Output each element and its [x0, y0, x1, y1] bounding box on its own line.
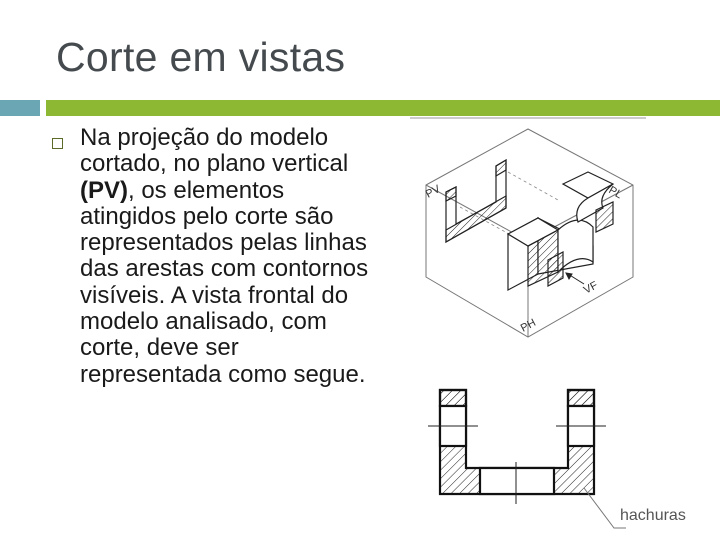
bullet-text-start: Na projeção do modelo cortado, no plano vertical: [80, 124, 349, 178]
bullet-text: [80, 125, 370, 388]
front-view-section-figure: [420, 380, 720, 540]
slide-title: Corte em vistas: [56, 34, 346, 80]
bullet-text-end: , os elementos atingidos pelo corte são representados pelas linhas das arestas com contornos visíveis. A vista frontal do modelo analisado, com corte, deve ser representada como segue.: [80, 176, 369, 388]
label-ph: PH: [518, 316, 538, 335]
label-pv: PV: [423, 183, 443, 201]
label-pl: PL: [606, 184, 625, 202]
accent-bar-teal: [0, 100, 40, 116]
label-vf: VF: [581, 279, 600, 297]
bullet-text-bold: (PV): [80, 176, 128, 204]
label-hachuras: hachuras: [620, 507, 686, 524]
isometric-projection-figure: [408, 112, 648, 352]
bullet-square-icon: [52, 138, 63, 149]
